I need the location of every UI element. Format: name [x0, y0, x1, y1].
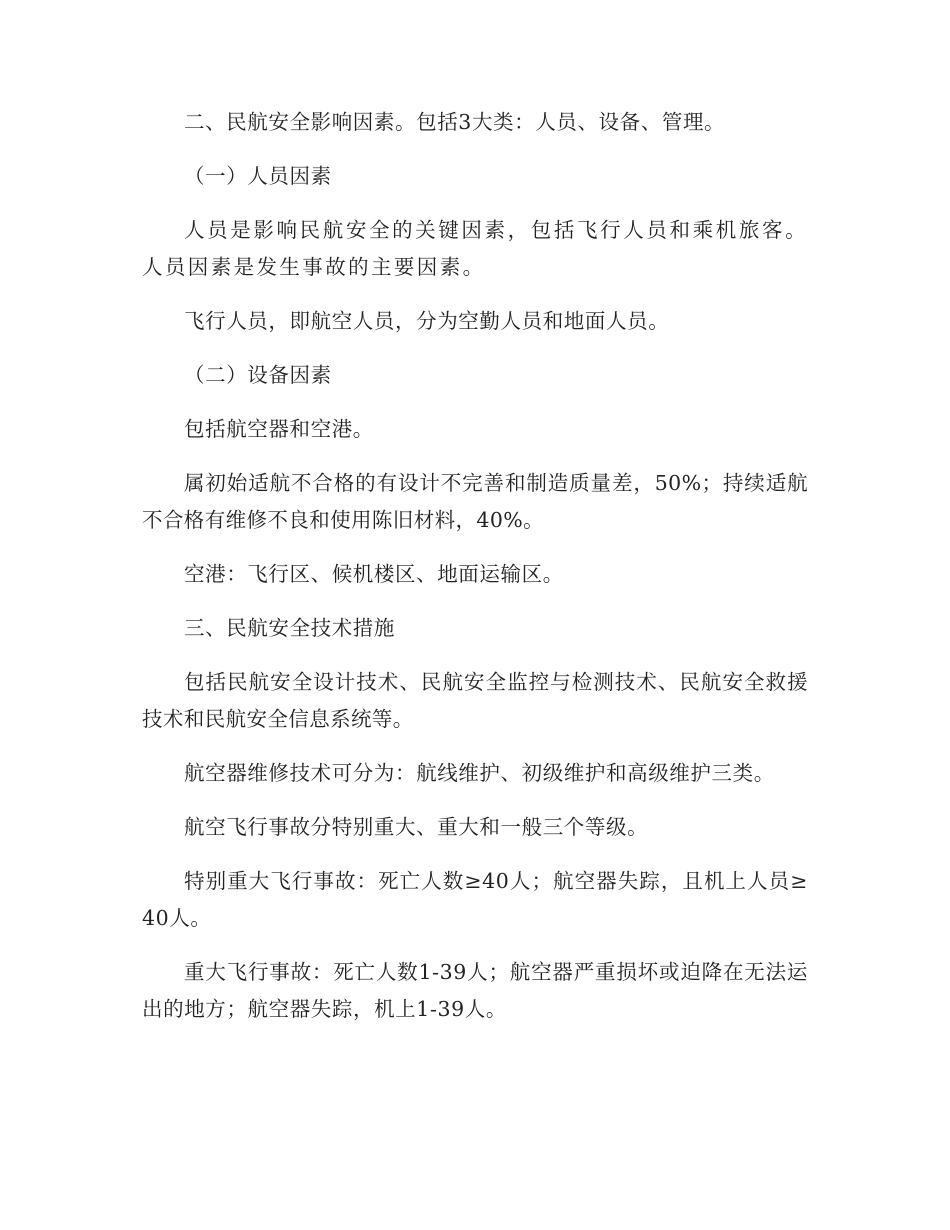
section-heading-influencing-factors: 二、民航安全影响因素。包括3大类：人员、设备、管理。 — [184, 110, 726, 134]
paragraph-airport-areas: 空港：飞行区、候机楼区、地面运输区。 — [184, 562, 564, 586]
paragraph-especially-serious-accident: 特别重大飞行事故：死亡人数≥40人；航空器失踪，且机上人员≥40人。 — [142, 869, 808, 930]
paragraph-personnel-key-factor: 人员是影响民航安全的关键因素，包括飞行人员和乘机旅客。人员因素是发生事故的主要因素。 — [142, 218, 808, 279]
section-heading-technical-measures: 三、民航安全技术措施 — [184, 616, 395, 640]
subheading-equipment-factors: （二）设备因素 — [184, 363, 332, 387]
paragraph-airworthiness: 属初始适航不合格的有设计不完善和制造质量差，50%；持续适航不合格有维修不良和使用陈旧材料，40%。 — [142, 471, 808, 532]
paragraph-serious-accident: 重大飞行事故：死亡人数1-39人；航空器严重损坏或迫降在无法运出的地方；航空器失踪，机上1-39人。 — [142, 960, 808, 1021]
paragraph-maintenance-technology: 航空器维修技术可分为：航线维护、初级维护和高级维护三类。 — [184, 761, 775, 785]
paragraph-flight-personnel: 飞行人员，即航空人员，分为空勤人员和地面人员。 — [184, 309, 670, 333]
document-body — [142, 104, 808, 1045]
paragraph-accident-levels: 航空飞行事故分特别重大、重大和一般三个等级。 — [184, 815, 649, 839]
paragraph-safety-technologies: 包括民航安全设计技术、民航安全监控与检测技术、民航安全救援技术和民航安全信息系统等。 — [142, 670, 808, 731]
subheading-personnel-factors: （一）人员因素 — [184, 164, 332, 188]
paragraph-aircraft-and-airport: 包括航空器和空港。 — [184, 417, 374, 441]
